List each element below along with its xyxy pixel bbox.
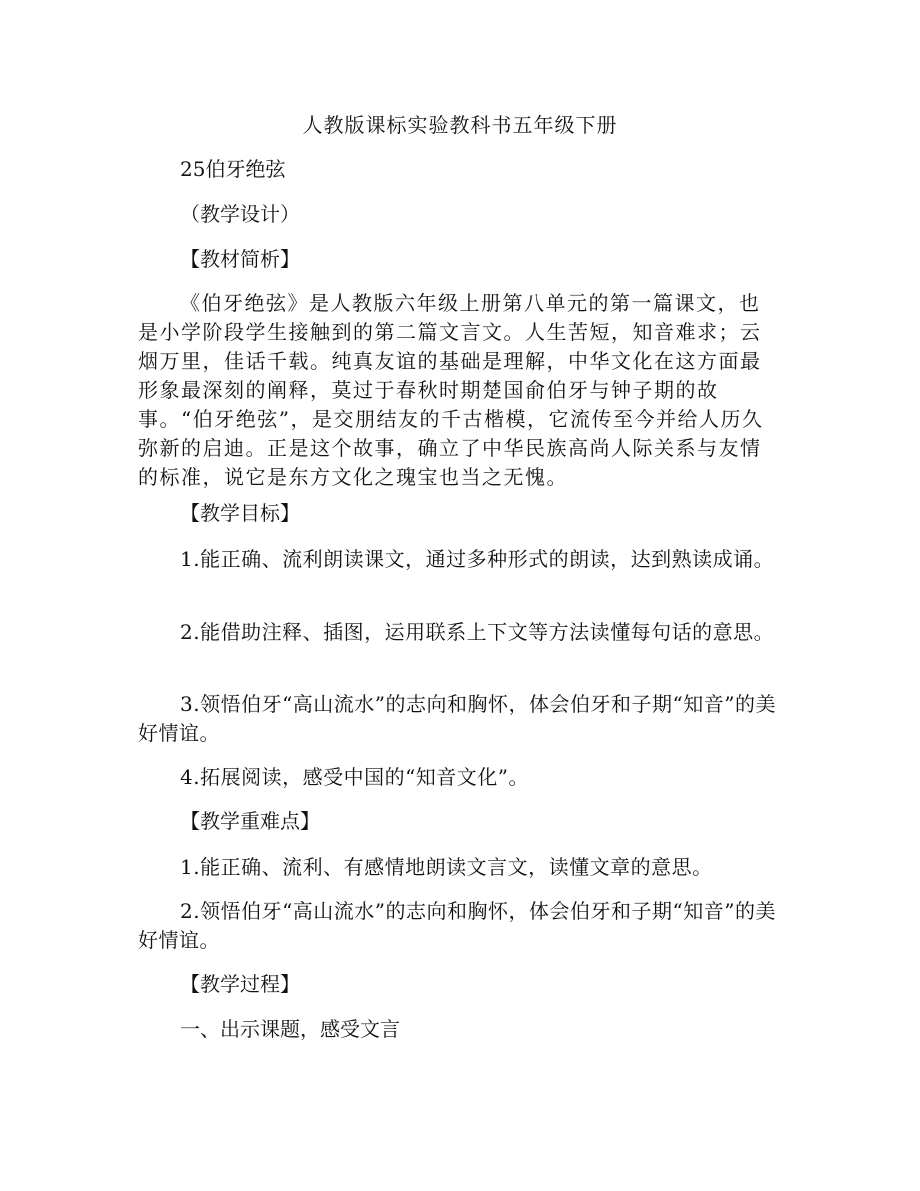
goal-item-4: 4.拓展阅读，感受中国的“知音文化”。	[180, 765, 530, 789]
lesson-subtitle: （教学设计）	[180, 202, 300, 226]
goal-item-2: 2.能借助注释、插图，运用联系上下文等方法读懂每句话的意思。	[180, 620, 775, 644]
analysis-paragraph: 《伯牙绝弦》是人教版六年级上册第八单元的第一篇课文，也是小学阶段学生接触到的第二篇文言文。人生苦短，知音难求；云烟万里，佳话千载。纯真友谊的基础是理解，中华文化在这方面最形象最深刻的阐释，莫过于春秋时期楚国俞伯牙与钟子期的故事。“伯牙绝弦”，是交朋结友的千古楷模，它流传至今并给人历久弥新的启迪。正是这个故事，确立了中华民族高尚人际关系与友情的标准，说它是东方文化之瑰宝也当之无愧。	[138, 291, 764, 489]
lesson-title: 25伯牙绝弦	[180, 157, 286, 181]
goal-item-3: 3.领悟伯牙“高山流水”的志向和胸怀，体会伯牙和子期“知音”的美好情谊。	[138, 692, 776, 745]
section-heading-goals: 【教学目标】	[180, 501, 300, 525]
key-point-item-2: 2.领悟伯牙“高山流水”的志向和胸怀，体会伯牙和子期“知音”的美好情谊。	[138, 899, 776, 952]
key-point-item-1: 1.能正确、流利、有感情地朗读文言文，读懂文章的意思。	[180, 855, 713, 879]
section-heading-key-points: 【教学重难点】	[180, 809, 320, 833]
goal-item-1: 1.能正确、流利朗读课文，通过多种形式的朗读，达到熟读成诵。	[180, 547, 775, 571]
section-heading-process: 【教学过程】	[180, 972, 300, 996]
section-heading-analysis: 【教材简析】	[180, 247, 300, 271]
document-header: 人教版课标实验教科书五年级下册	[302, 113, 618, 137]
process-step-1: 一、出示课题，感受文言	[180, 1017, 400, 1041]
